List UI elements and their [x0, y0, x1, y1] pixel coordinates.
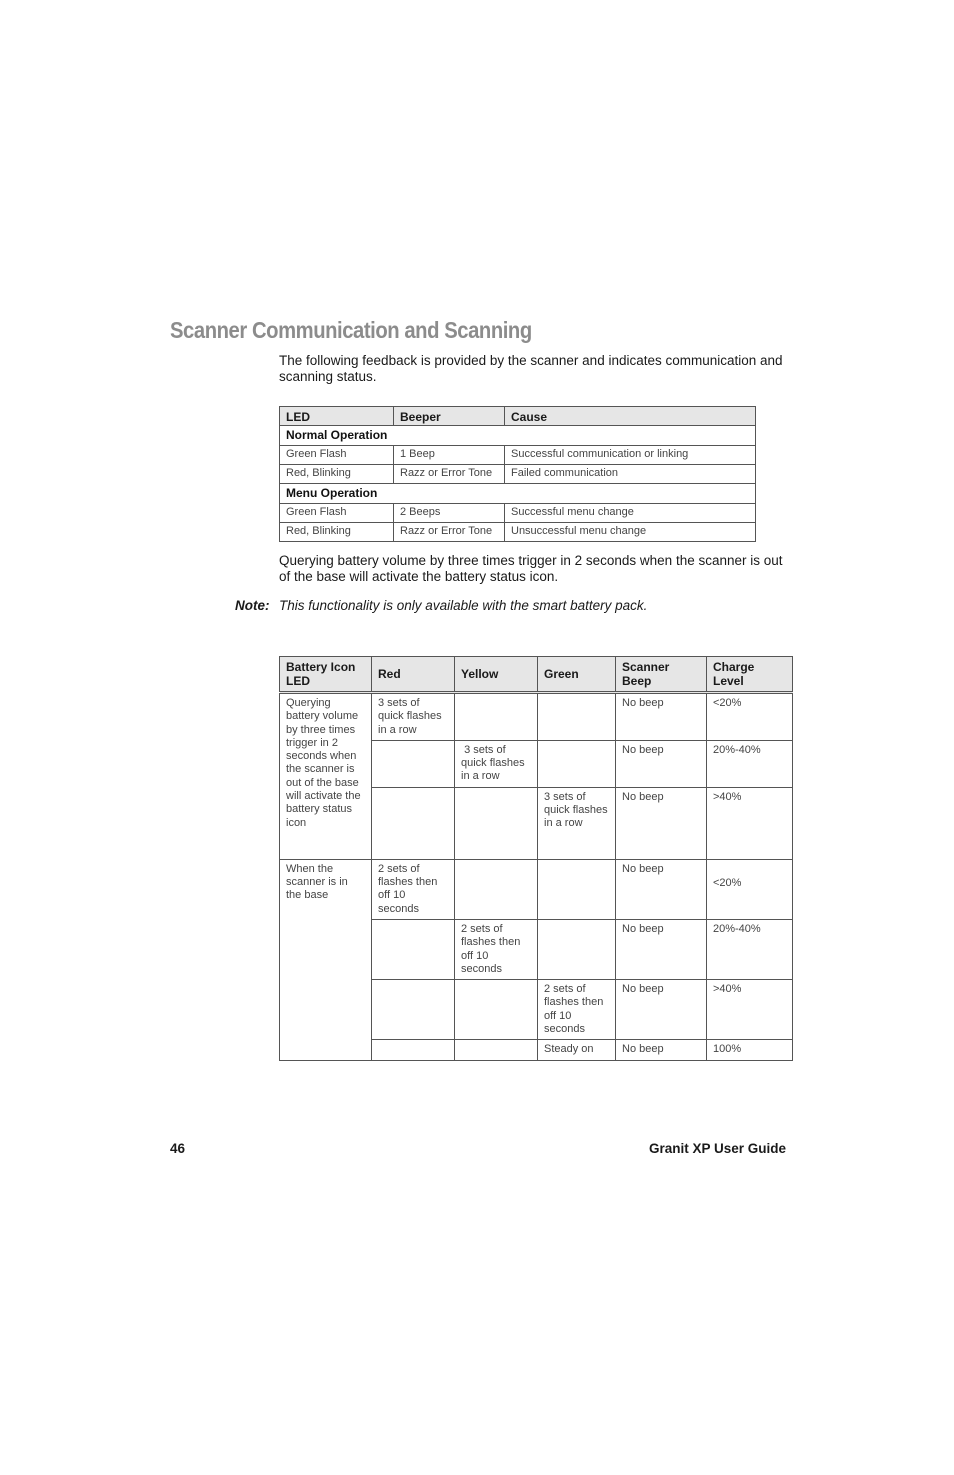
yellow-cell: [455, 1040, 538, 1060]
column-header-red: Red: [372, 657, 455, 693]
yellow-cell: [455, 980, 538, 1040]
table-row: [280, 446, 756, 465]
red-cell: [372, 919, 455, 979]
yellow-cell: [455, 693, 538, 741]
group-label-in-base: When the scanner is in the base: [280, 859, 372, 1060]
note-text: This functionality is only available with the smart battery pack.: [279, 598, 648, 613]
beep-cell: No beep: [616, 740, 707, 787]
red-cell: [372, 740, 455, 787]
section-title: Scanner Communication and Scanning: [170, 317, 532, 343]
red-cell: 3 sets of quick flashes in a row: [372, 693, 455, 741]
cause-cell: Failed communication: [505, 465, 756, 484]
green-cell: 2 sets of flashes then off 10 seconds: [538, 980, 616, 1040]
charge-level-cell: 20%-40%: [707, 919, 793, 979]
page-number: 46: [170, 1141, 186, 1156]
cause-cell: Unsuccessful menu change: [505, 523, 756, 542]
column-header-yellow: Yellow: [455, 657, 538, 693]
table-row: [280, 693, 793, 741]
beeper-cell: 1 Beep: [394, 446, 505, 465]
charge-level-cell: >40%: [707, 980, 793, 1040]
beeper-cell: Razz or Error Tone: [394, 465, 505, 484]
column-header-beeper: Beeper: [394, 407, 505, 426]
charge-level-cell: 20%-40%: [707, 740, 793, 787]
yellow-cell: 2 sets of flashes then off 10 seconds: [455, 919, 538, 979]
beep-cell: No beep: [616, 787, 707, 859]
column-header-led: LED: [280, 407, 394, 426]
green-cell: [538, 859, 616, 919]
note-label: Note:: [235, 598, 270, 613]
beep-cell: No beep: [616, 919, 707, 979]
column-header-charge-level: Charge Level: [707, 657, 793, 693]
green-cell: [538, 693, 616, 741]
beep-cell: No beep: [616, 1040, 707, 1060]
table-row: [280, 523, 756, 542]
column-header-scanner-beep: Scanner Beep: [616, 657, 707, 693]
led-cell: Red, Blinking: [280, 523, 394, 542]
led-cell: Red, Blinking: [280, 465, 394, 484]
beeper-cell: Razz or Error Tone: [394, 523, 505, 542]
section-normal-operation: Normal Operation: [280, 426, 756, 446]
intro-paragraph: The following feedback is provided by the scanner and indicates communication and scanning status.: [279, 353, 783, 384]
charge-level-cell: <20%: [707, 693, 793, 741]
green-cell: 3 sets of quick flashes in a row: [538, 787, 616, 859]
red-cell: [372, 787, 455, 859]
guide-title: Granit XP User Guide: [648, 1141, 786, 1156]
led-cell: Green Flash: [280, 446, 394, 465]
column-header-green: Green: [538, 657, 616, 693]
green-cell: [538, 740, 616, 787]
charge-level-cell: <20%: [707, 859, 793, 919]
cause-cell: Successful menu change: [505, 504, 756, 523]
red-cell: [372, 980, 455, 1040]
charge-level-cell: >40%: [707, 787, 793, 859]
beeper-cell: 2 Beeps: [394, 504, 505, 523]
group-label-out-of-base: Querying battery volume by three times trigger in 2 seconds when the scanner is out of the base will activate the battery status icon: [280, 693, 372, 860]
battery-query-paragraph: Querying battery volume by three times trigger in 2 seconds when the scanner is out of the base will activate the battery status icon.: [279, 553, 783, 584]
green-cell: [538, 919, 616, 979]
battery-status-table: [279, 656, 793, 1061]
beep-cell: No beep: [616, 980, 707, 1040]
table-row: [280, 504, 756, 523]
yellow-cell: [455, 859, 538, 919]
charge-level-cell: 100%: [707, 1040, 793, 1060]
section-menu-operation: Menu Operation: [280, 484, 756, 504]
table-row: [280, 465, 756, 484]
led-cell: Green Flash: [280, 504, 394, 523]
cause-cell: Successful communication or linking: [505, 446, 756, 465]
beep-cell: No beep: [616, 693, 707, 741]
green-cell: Steady on: [538, 1040, 616, 1060]
status-feedback-table: [279, 406, 756, 542]
yellow-cell: [455, 787, 538, 859]
beep-cell: No beep: [616, 859, 707, 919]
table-row: [280, 859, 793, 919]
red-cell: 2 sets of flashes then off 10 seconds: [372, 859, 455, 919]
column-header-battery-icon-led: Battery Icon LED: [280, 657, 372, 693]
column-header-cause: Cause: [505, 407, 756, 426]
yellow-cell: 3 sets of quick flashes in a row: [455, 740, 538, 787]
red-cell: [372, 1040, 455, 1060]
